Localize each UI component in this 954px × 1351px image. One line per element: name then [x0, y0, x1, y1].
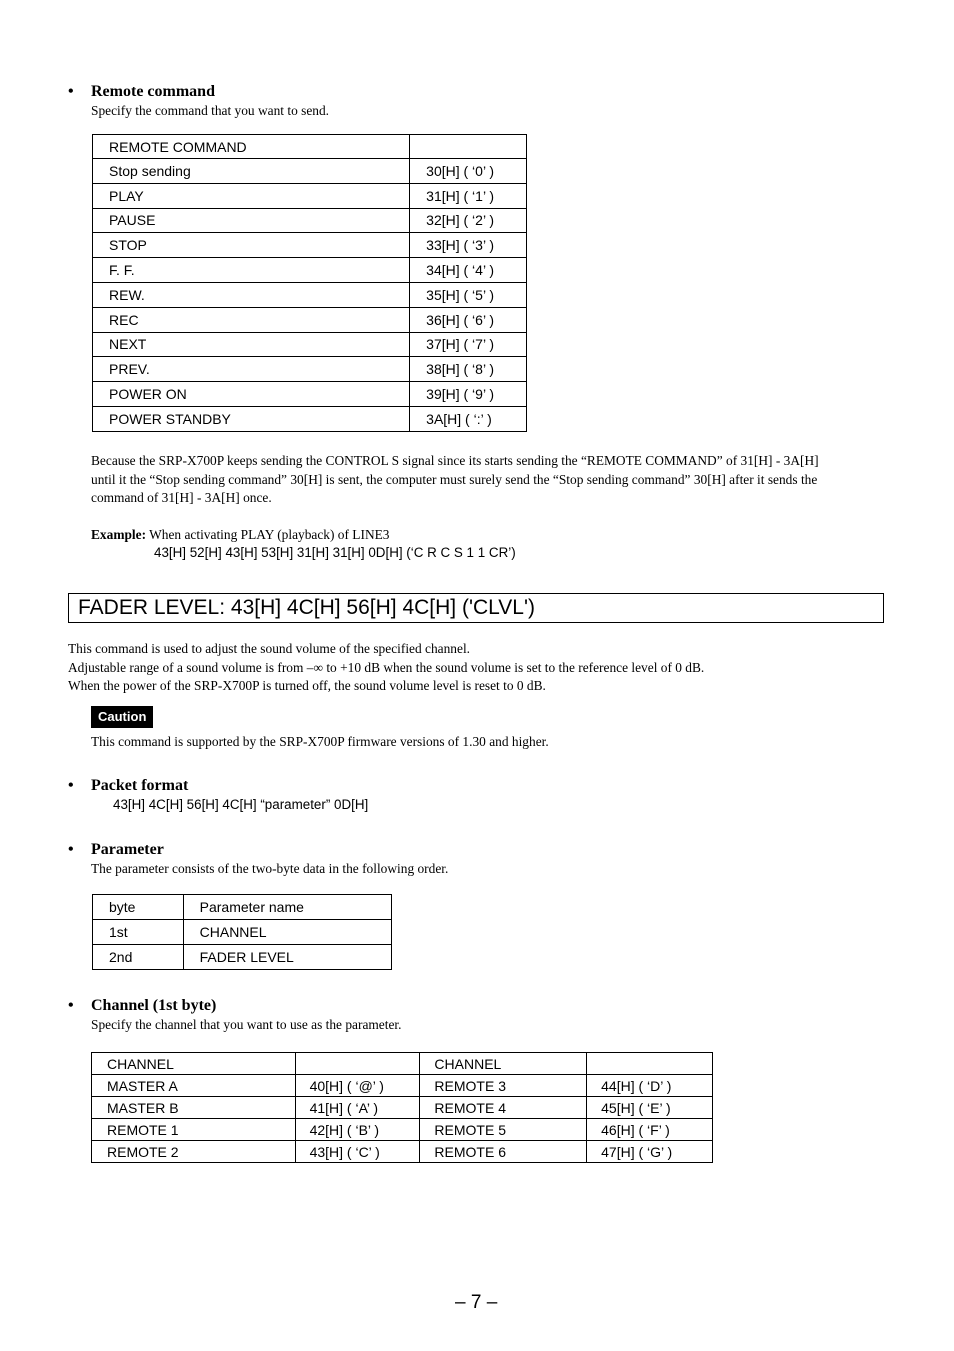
table-cell: CHANNEL [183, 920, 391, 945]
remote-command-heading: Remote command [91, 83, 215, 100]
parameter-desc: The parameter consists of the two-byte data in the following order. [91, 861, 449, 876]
remote-note-line: Because the SRP-X700P keeps sending the CONTROL S signal since its starts sending the “REMOTE COMMAND” of 31[H] - 3A[H] [91, 453, 819, 468]
table-header-cell [410, 135, 527, 159]
table-cell [587, 1053, 713, 1075]
table-cell: REC [93, 307, 410, 332]
fader-intro-line: This command is used to adjust the sound volume of the specified channel. [68, 641, 471, 656]
table-cell: REW. [93, 282, 410, 307]
table-cell: 42[H] ( ‘B’ ) [295, 1119, 420, 1141]
table-row [93, 233, 527, 258]
table-cell: REMOTE 2 [92, 1141, 296, 1163]
table-row [92, 1097, 713, 1119]
table-cell [295, 1053, 420, 1075]
remote-note [91, 452, 891, 508]
table-row [93, 920, 392, 945]
table-cell: 31[H] ( ‘1’ ) [410, 183, 527, 208]
example-text: When activating PLAY (playback) of LINE3 [149, 527, 390, 542]
table-row [93, 159, 527, 184]
bullet-parameter: • [68, 841, 74, 858]
table-row [93, 282, 527, 307]
table-row [93, 307, 527, 332]
table-row [93, 406, 527, 431]
table-row [93, 183, 527, 208]
table-cell: 34[H] ( ‘4’ ) [410, 258, 527, 283]
table-cell: 47[H] ( ‘G’ ) [587, 1141, 713, 1163]
table-cell: REMOTE 1 [92, 1119, 296, 1141]
table-cell: byte [93, 895, 184, 920]
bullet-remote-command: • [68, 83, 74, 100]
table-cell: REMOTE 4 [420, 1097, 587, 1119]
table-cell: FADER LEVEL [183, 945, 391, 970]
table-cell: 36[H] ( ‘6’ ) [410, 307, 527, 332]
table-cell: 46[H] ( ‘F’ ) [587, 1119, 713, 1141]
packet-format-code: 43[H] 4C[H] 56[H] 4C[H] “parameter” 0D[H] [113, 797, 369, 812]
table-cell: REMOTE 5 [420, 1119, 587, 1141]
channel-heading: Channel (1st byte) [91, 997, 217, 1014]
table-header-cell: REMOTE COMMAND [93, 135, 410, 159]
table-row [93, 332, 527, 357]
table-cell: CHANNEL [92, 1053, 296, 1075]
remote-command-desc: Specify the command that you want to send. [91, 103, 330, 118]
example-label: Example: [91, 527, 147, 542]
caution-badge: Caution [91, 706, 153, 728]
table-cell: REMOTE 6 [420, 1141, 587, 1163]
remote-note-line: until it the “Stop sending command” 30[H] is sent, the computer must surely send the “Stop sending command” 30[H] after it sends the [91, 471, 818, 487]
table-cell: 39[H] ( ‘9’ ) [410, 382, 527, 407]
table-cell: 41[H] ( ‘A’ ) [295, 1097, 420, 1119]
table-cell: 2nd [93, 945, 184, 970]
table-cell: F. F. [93, 258, 410, 283]
remote-note-line: command of 31[H] - 3A[H] once. [91, 490, 272, 506]
table-cell: 43[H] ( ‘C’ ) [295, 1141, 420, 1163]
table-cell: 37[H] ( ‘7’ ) [410, 332, 527, 357]
table-cell: PLAY [93, 183, 410, 208]
table-cell: 44[H] ( ‘D’ ) [587, 1075, 713, 1097]
bullet-packet-format: • [68, 777, 74, 794]
table-cell: 3A[H] ( ‘:’ ) [410, 406, 527, 431]
table-cell: 33[H] ( ‘3’ ) [410, 233, 527, 258]
table-cell: PREV. [93, 357, 410, 382]
table-cell: Parameter name [183, 895, 391, 920]
table-cell: MASTER B [92, 1097, 296, 1119]
table-cell: PAUSE [93, 208, 410, 233]
table-cell: Stop sending [93, 159, 410, 184]
example-code: 43[H] 52[H] 43[H] 53[H] 31[H] 31[H] 0D[H] (‘C R C S 1 1 CR’) [154, 545, 516, 560]
parameter-heading: Parameter [91, 841, 164, 858]
fader-intro-line: When the power of the SRP-X700P is turned off, the sound volume level is reset to 0 dB. [68, 678, 546, 694]
channel-desc: Specify the channel that you want to use as the parameter. [91, 1017, 402, 1032]
table-row [92, 1141, 713, 1163]
fader-level-title: FADER LEVEL: 43[H] 4C[H] 56[H] 4C[H] ('CLVL') [78, 596, 535, 619]
table-cell: POWER ON [93, 382, 410, 407]
table-cell: POWER STANDBY [93, 406, 410, 431]
table-cell: 40[H] ( ‘@’ ) [295, 1075, 420, 1097]
table-row [93, 895, 392, 920]
fader-intro [68, 640, 888, 696]
table-cell: 38[H] ( ‘8’ ) [410, 357, 527, 382]
table-cell: CHANNEL [420, 1053, 587, 1075]
table-cell: REMOTE 3 [420, 1075, 587, 1097]
table-row [92, 1075, 713, 1097]
caution-text: This command is supported by the SRP-X700P firmware versions of 1.30 and higher. [91, 734, 549, 749]
table-cell: 32[H] ( ‘2’ ) [410, 208, 527, 233]
table-cell: 45[H] ( ‘E’ ) [587, 1097, 713, 1119]
table-row [93, 208, 527, 233]
table-cell: STOP [93, 233, 410, 258]
table-cell: 1st [93, 920, 184, 945]
table-row [92, 1053, 713, 1075]
table-row [93, 382, 527, 407]
parameter-table [92, 894, 392, 970]
table-cell: MASTER A [92, 1075, 296, 1097]
fader-intro-line: Adjustable range of a sound volume is from –∞ to +10 dB when the sound volume is set to the reference level of 0 dB. [68, 659, 705, 675]
table-row [93, 945, 392, 970]
page-number: – 7 – [455, 1292, 498, 1313]
table-cell: NEXT [93, 332, 410, 357]
table-row [93, 258, 527, 283]
example-line [91, 526, 390, 545]
remote-command-table [92, 134, 527, 432]
table-row [92, 1119, 713, 1141]
fader-level-section-header [68, 593, 884, 623]
table-cell: 35[H] ( ‘5’ ) [410, 282, 527, 307]
table-cell: 30[H] ( ‘0’ ) [410, 159, 527, 184]
bullet-channel: • [68, 997, 74, 1014]
packet-format-heading: Packet format [91, 777, 189, 794]
table-row [93, 357, 527, 382]
table-header-row [93, 135, 527, 159]
channel-table [91, 1052, 713, 1163]
